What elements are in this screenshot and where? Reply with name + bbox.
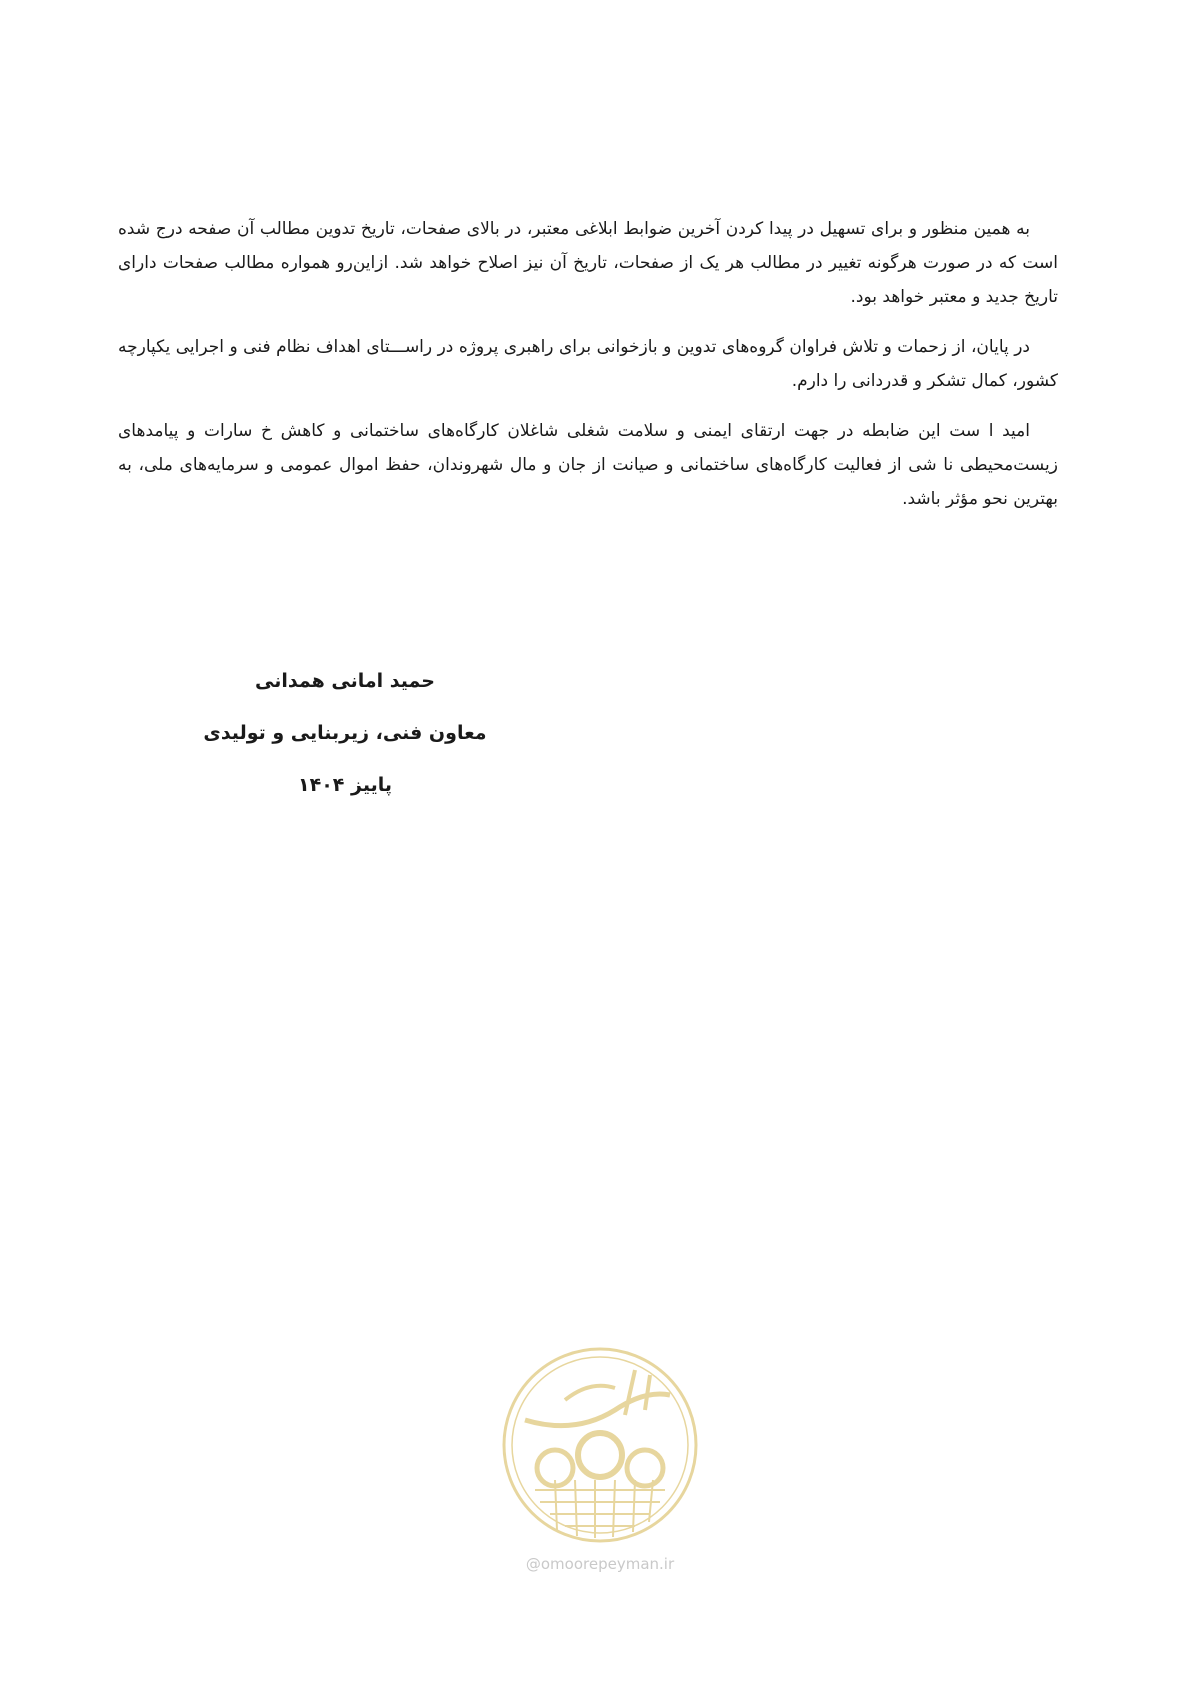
signatory-title: معاون فنی، زیربنایی و تولیدی — [203, 722, 487, 744]
signature-block — [180, 655, 510, 811]
watermark-caption: @omoorepeyman.ir — [525, 1555, 675, 1573]
paragraph-hope: امید ا ست این ضابطه در جهت ارتقای ایمنی و سلامت شغلی شاغلان کارگاه‌های ساختمانی و کاهش خ سارات و پیامدهای زیست‌محیطی نا شی از فعالیت کارگاه‌های ساختمانی و صیانت از جان و مال شهروندان، حفظ اموال عمومی و سرمایه‌های ملی، به بهترین نحو مؤثر باشد. — [118, 421, 1058, 509]
watermark-logo-icon — [495, 1340, 705, 1550]
paragraph-acknowledgement: در پایان، از زحمات و تلاش فراوان گروه‌های تدوین و بازخوانی برای راهبری پروژه در راســـتای اهداف نظام فنی و اجرایی یکپارچه کشور، کمال تشکر و قدردانی را دارم. — [118, 337, 1058, 391]
signature-date: پاییز ۱۴۰۴ — [298, 774, 392, 796]
signatory-name: حمید امانی همدانی — [255, 670, 435, 692]
document-body — [118, 212, 1058, 532]
paragraph-dating-policy: به همین منظور و برای تسهیل در پیدا کردن آخرین ضوابط ابلاغی معتبر، در بالای صفحات، تاریخ تدوین مطالب آن صفحه درج شده است که در صورت هرگونه تغییر در مطالب هر یک از صفحات، تاریخ آن نیز اصلاح خواهد شد. ازاین‌رو همواره مطالب صفحات دارای تاریخ جدید و معتبر خواهد بود. — [118, 219, 1058, 307]
